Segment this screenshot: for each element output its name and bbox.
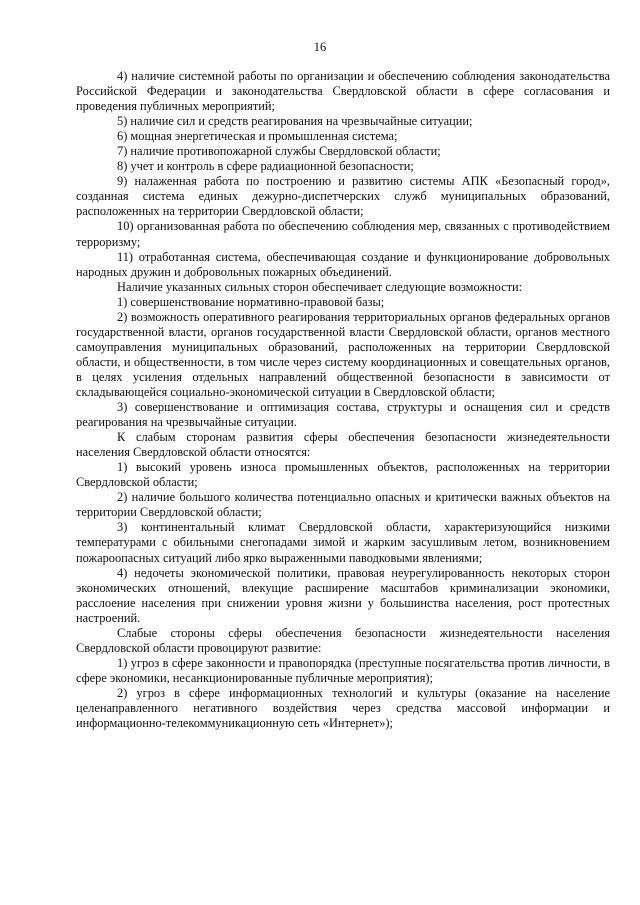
paragraph-strength-11: 11) отработанная система, обеспечивающая создание и функционирование добровольных народных дружин и добровольных пожарных объединений.: [76, 249, 610, 279]
paragraph-strength-8: 8) учет и контроль в сфере радиационной безопасности;: [117, 159, 414, 174]
paragraph-strength-4: 4) наличие системной работы по организации и обеспечению соблюдения законодательства Российской Федерации и законодательства Свердловской области в сфере согласования и проведения публичных мероприятий;: [76, 69, 610, 114]
paragraph-strength-10: 10) организованная работа по обеспечению соблюдения мер, связанных с противодействием терроризму;: [76, 219, 610, 249]
paragraph-threat-2: 2) угроз в сфере информационных технологий и культуры (оказание на население целенаправленного негативного воздействия через средства массовой информации и информационно-телекоммуникационную сеть «Интернет»);: [76, 685, 610, 731]
paragraph-threats-intro: Слабые стороны сферы обеспечения безопасности жизнедеятельности населения Свердловской области провоцируют развитие:: [76, 625, 610, 655]
paragraph-strength-9: 9) налаженная работа по построению и развитию системы АПК «Безопасный город», созданная система единых дежурно-диспетчерских служб муниципальных образований, расположенных на территории Свердловской области;: [76, 174, 610, 219]
paragraph-strength-7: 7) наличие противопожарной службы Свердловской области;: [117, 144, 441, 159]
paragraph-opportunities-intro: Наличие указанных сильных сторон обеспечивает следующие возможности:: [117, 279, 523, 294]
page-number: 16: [313, 40, 327, 54]
document-body: [76, 69, 610, 731]
paragraph-strength-6: 6) мощная энергетическая и промышленная система;: [117, 129, 398, 144]
paragraph-weaknesses-intro: К слабым сторонам развития сферы обеспечения безопасности жизнедеятельности населения Свердловской области относятся:: [76, 430, 610, 460]
paragraph-weakness-4: 4) недочеты экономической политики, правовая неурегулированность некоторых сторон экономических отношений, влекущие расширение масштабов криминализации экономики, расслоение населения при снижении уровня жизни у большинства населения, рост протестных настроений.: [76, 565, 610, 625]
paragraph-strength-5: 5) наличие сил и средств реагирования на чрезвычайные ситуации;: [117, 114, 473, 129]
paragraph-opportunity-3: 3) совершенствование и оптимизация состава, структуры и оснащения сил и средств реагирования на чрезвычайные ситуации.: [76, 400, 610, 430]
paragraph-opportunity-2: 2) возможность оперативного реагирования территориальных органов федеральных органов государственной власти, органов государственной власти Свердловской области, органов местного самоуправления муниципальных образований, расположенных на территории Свердловской области, и общественности, в том числе через систему координационных и совещательных органов, в целях усиления отдельных направлений общественной безопасности в зависимости от складывающейся социально-экономической ситуации в Свердловской области;: [76, 309, 610, 399]
paragraph-threat-1: 1) угроз в сфере законности и правопорядка (преступные посягательства против личности, в сфере экономики, несанкционированные публичные мероприятия);: [76, 655, 610, 685]
paragraph-weakness-1: 1) высокий уровень износа промышленных объектов, расположенных на территории Свердловской области;: [76, 460, 610, 490]
paragraph-opportunity-1: 1) совершенствование нормативно-правовой базы;: [117, 294, 385, 309]
paragraph-weakness-2: 2) наличие большого количества потенциально опасных и критически важных объектов на территории Свердловской области;: [76, 490, 610, 520]
paragraph-weakness-3: 3) континентальный климат Свердловской области, характеризующийся низкими температурами с обильными снегопадами зимой и жарким засушливым летом, возникновением пожароопасных ситуаций либо ярко выраженными паводковыми явлениями;: [76, 520, 610, 565]
